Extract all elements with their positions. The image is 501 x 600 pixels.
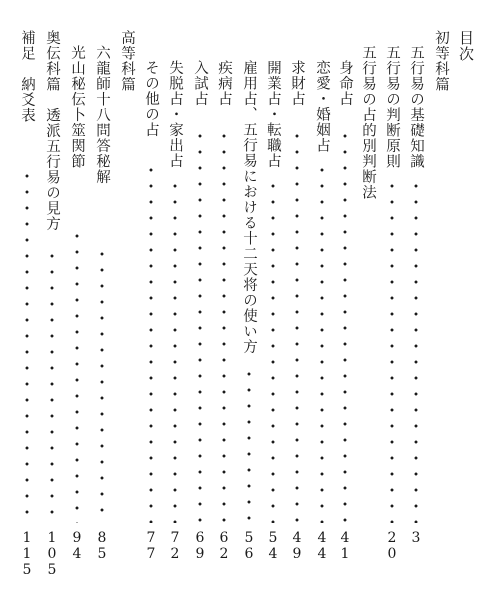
toc-subsection-heading[interactable]: [357, 0, 379, 600]
toc-entry-title: 疾病占: [216, 60, 232, 107]
dot-leader: [295, 128, 299, 523]
toc-entry-title: 奥伝科篇 透派五行易の見方: [44, 30, 60, 232]
dot-leader: [390, 178, 394, 523]
toc-entry[interactable]: [91, 0, 113, 600]
dot-leader: [222, 128, 226, 523]
toc-entry[interactable]: [66, 0, 88, 600]
section-heading-column: [430, 0, 452, 600]
toc-entry-page: 41: [337, 530, 353, 562]
dot-leader: [25, 168, 29, 523]
toc-entry-page: 49: [289, 530, 305, 562]
toc-heading-column: [455, 0, 477, 600]
toc-entry-title: 五行易の判断原則: [384, 45, 400, 169]
toc-entry-page: 105: [44, 530, 60, 578]
toc-entry[interactable]: [189, 0, 211, 600]
dot-leader: [50, 248, 54, 523]
toc-entry-page: 20: [384, 530, 400, 562]
toc-entry-page: 62: [216, 530, 232, 562]
toc-entry[interactable]: [16, 0, 38, 600]
section-heading: 高等科篇: [119, 30, 135, 92]
toc-heading: 目次: [457, 30, 475, 62]
section-heading-column: [116, 0, 138, 600]
toc-entry-page: 3: [408, 530, 424, 546]
toc-entry-page: 69: [192, 530, 208, 562]
dot-leader: [198, 128, 202, 523]
toc-entry-page: 85: [94, 530, 110, 562]
toc-entry[interactable]: [140, 0, 162, 600]
toc-entry[interactable]: [405, 0, 427, 600]
dot-leader: [320, 162, 324, 523]
toc-entry-title: 六龍師十八問答秘解: [94, 45, 110, 185]
toc-entry-title: 五行易の占的別判断法: [360, 45, 376, 200]
toc-entry-title: 光山秘伝卜筮関節: [69, 45, 85, 169]
toc-entry-title: 恋愛・婚姻占: [314, 60, 330, 153]
toc-entry-page: 94: [69, 530, 85, 562]
toc-entry-title: 求財占: [289, 60, 305, 107]
toc-entry-title: 入試占: [192, 60, 208, 107]
toc-entry[interactable]: [311, 0, 333, 600]
toc-entry-page: 115: [19, 530, 35, 578]
dot-leader: [271, 178, 275, 523]
toc-entry-title: 五行易の基礎知識: [408, 45, 424, 169]
toc-entry-title: その他の占: [143, 60, 159, 138]
dot-leader: [75, 228, 79, 523]
toc-entry[interactable]: [41, 0, 63, 600]
dot-leader: [414, 178, 418, 523]
toc-entry-title: 失脱占・家出占: [167, 60, 183, 169]
toc-entry[interactable]: [213, 0, 235, 600]
toc-entry[interactable]: [334, 0, 356, 600]
toc-entry-page: 56: [241, 530, 257, 562]
toc-entry-title: 開業占・転職占: [265, 60, 281, 169]
toc-entry[interactable]: [262, 0, 284, 600]
toc-entry[interactable]: [286, 0, 308, 600]
toc-entry-title: 補足 納爻表: [19, 30, 35, 123]
toc-entry[interactable]: [164, 0, 186, 600]
dot-leader: [149, 162, 153, 523]
toc-entry-title: 雇用占、五行易における十二天将の使い方: [241, 60, 257, 355]
toc-entry-page: 54: [265, 530, 281, 562]
dot-leader: [343, 128, 347, 523]
section-heading: 初等科篇: [433, 30, 449, 92]
toc-entry[interactable]: [381, 0, 403, 600]
toc-entry-page: 44: [314, 530, 330, 562]
dot-leader: [100, 246, 104, 523]
toc-entry-page: 72: [167, 530, 183, 562]
dot-leader: [247, 366, 251, 523]
toc-entry-page: 77: [143, 530, 159, 562]
dot-leader: [173, 178, 177, 523]
toc-entry[interactable]: [238, 0, 260, 600]
toc-entry-title: 身命占: [337, 60, 353, 107]
